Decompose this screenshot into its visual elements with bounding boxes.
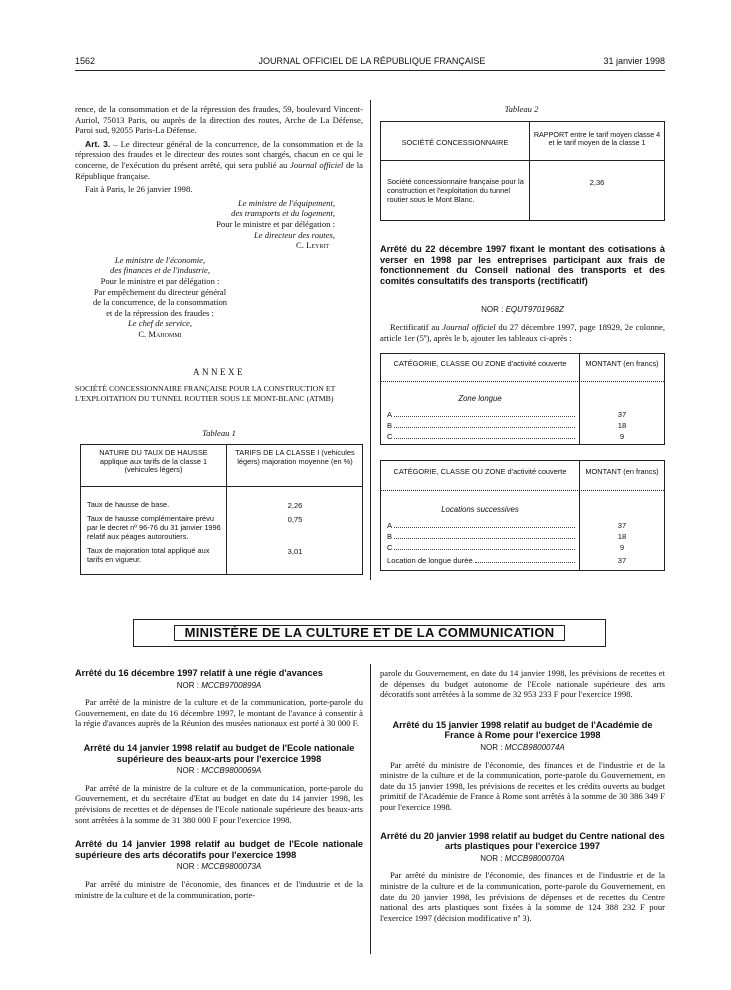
table-3-value: 18 [617, 421, 627, 430]
arrete-text: Par arrêté du ministre de l'économie, des finances et de l'industrie et de la ministre de la culture et de la communication, porte-parole du Gouvernement, en date du 15 janvier 1998, les prévisions de recettes et les crédits ouverts au budget primitif de l'Académie de France à Rome sont arrêtés à la somme de 30 386 349 F pour l'exercice 1998. [380, 759, 665, 812]
fait-a-paris: Fait à Paris, le 26 janvier 1998. [85, 184, 193, 195]
nor-line: NOR : MCCB9700899A [176, 680, 262, 690]
tableau-1-value: 3,01 [287, 547, 303, 556]
table-4-row: C [387, 543, 577, 554]
bottom-right-column [380, 668, 665, 926]
table-4-row: A [387, 521, 577, 532]
table-zone-longue [380, 353, 665, 445]
tableau-1-row: Taux de hausse complémentaire prévu par le decret nº 96-76 du 31 janvier 1996 relatif aux péages autoroutiers. [87, 514, 221, 541]
nor-line: NOR : EQUT9701968Z [481, 305, 564, 314]
table-4-value: 37 [617, 521, 627, 530]
table-4-value: 18 [617, 532, 627, 541]
tableau-1-col2-header: TARIFS DE LA CLASSE I (vehicules légers) majoration moyenne (en %) [235, 448, 355, 466]
tableau-1-value: 0,75 [287, 515, 303, 524]
ministry-banner-title: MINISTÈRE DE LA CULTURE ET DE LA COMMUNICATION [174, 625, 566, 642]
nor-line: NOR : MCCB9800073A [176, 862, 262, 872]
tableau-2-title: Tableau 2 [504, 104, 539, 114]
table-3-col2-header: MONTANT (en francs) [585, 359, 659, 368]
table-4-row: B [387, 532, 577, 543]
tableau-1-row: Taux de hausse de base. [87, 500, 170, 509]
tableau-2-row: Société concessionnaire française pour la construction et l'exploitation du tunnel routier sous le Mont Blanc. [387, 177, 524, 204]
rectificatif-text: Rectificatif au Journal officiel du 27 décembre 1997, page 18929, 2e colonne, article 1er (5º), après le b, ajouter les tableaux ci-après : [380, 322, 666, 343]
table-3-row: C [387, 432, 577, 443]
arrete-title: Arrêté du 20 janvier 1998 relatif au budget du Centre national des arts plastiques pour l'exercice 1997 [380, 830, 665, 852]
annexe-heading: ANNEXE [193, 367, 245, 377]
signature-block-2: Le ministre de l'économie, des finances et de l'industrie, Pour le ministre et par délégation : Par empêchement du directeur général de la concurrence, de la consommation et de la répression des fraudes : Le chef de service, C. Mahommi [92, 254, 228, 339]
arrete-title: Arrêté du 14 janvier 1998 relatif au budget de l'Ecole nationale supérieure des beaux-arts pour l'exercice 1998 [83, 742, 355, 764]
arrete-text-continued: parole du Gouvernement, en date du 14 janvier 1998, les prévisions de recettes et de dépenses du budget autonome de l'Ecole nationale supérieure des arts décoratifs sont arrêtées à la somme de 32 953 233 F pour l'exercice 1998. [380, 668, 665, 700]
tableau-2-col1-header: SOCIÉTÉ CONCESSIONNAIRE [401, 138, 509, 147]
arrete-text: Par arrêté de la ministre de la culture et de la communication, porte-parole du Gouvernement, en date du 16 décembre 1997, le montant de l'avance à consentir à la régie d'avances auprès de la Réunion des musées nationaux est porté à 30 000 F. [75, 697, 363, 729]
column-divider-bottom [370, 664, 371, 954]
left-top-column [75, 104, 363, 339]
table-4-value: 9 [619, 543, 625, 552]
table-locations-successives [380, 460, 665, 571]
tableau-1-col1-header: NATURE DU TAUX DE HAUSSE applique aux tarifs de la classe 1 (vehicules légers) [99, 448, 208, 475]
nor-line: NOR : MCCB9800070A [480, 853, 565, 863]
tableau-2 [380, 121, 665, 221]
table-4-value: 37 [617, 556, 627, 565]
table-4-col1-header: CATÉGORIE, CLASSE OU ZONE d'activité couverte [393, 467, 567, 476]
tableau-2-value: 2,36 [589, 178, 605, 187]
table-3-row: A [387, 410, 577, 421]
arrete-text: Par arrêté du ministre de l'économie, des finances et de l'industrie et de la ministre de la culture et de la communication, porte-parole du Gouvernement, en date du 20 janvier 1998, les prévisions de dépenses et de recettes du Centre national des arts plastiques sont fixées à la somme de 124 388 232 F pour l'exercice 1997 (décision modificative nº 3). [380, 870, 665, 923]
tableau-2-col2-header: RAPPORT entre le tarif moyen classe 4 et le tarif moyen de la classe 1 [533, 130, 661, 148]
arrete-title: Arrêté du 14 janvier 1998 relatif au budget de l'Ecole nationale supérieure des arts décoratifs pour l'exercice 1998 [75, 839, 363, 860]
issue-date: 31 janvier 1998 [603, 56, 665, 66]
arrete-text: Par arrêté du ministre de l'économie, des finances et de l'industrie et de la ministre de la culture et de la communication, porte- [75, 878, 363, 900]
intro-paragraph: rence, de la consommation et de la répression des fraudes, 59, boulevard Vincent-Auriol, 75013 Paris, ou auprès de la direction des routes, Arche de La Défense, Paroi sud, 92055 Paris-La Défense. [75, 104, 363, 136]
arrete-title: Arrêté du 16 décembre 1997 relatif à une régie d'avances [75, 668, 323, 678]
bottom-left-column [75, 668, 363, 903]
table-3-section: Zone longue [458, 394, 502, 403]
table-3-col1-header: CATÉGORIE, CLASSE OU ZONE d'activité couverte [393, 359, 567, 368]
header-rule [75, 70, 665, 71]
table-3-value: 9 [619, 432, 625, 441]
arrete-title: Arrêté du 15 janvier 1998 relatif au budget de l'Académie de France à Rome pour l'exercice 1998 [392, 719, 653, 741]
column-divider-top [370, 100, 371, 580]
arrete-title-cnt: Arrêté du 22 décembre 1997 fixant le montant des cotisations à verser en 1998 par les entreprises participant aux frais de fonctionnement du Conseil national des transports et des comités consultatifs des transports (rectificatif) [380, 244, 665, 286]
nor-line: NOR : MCCB9800074A [480, 742, 565, 752]
tableau-1 [80, 444, 363, 575]
journal-title: JOURNAL OFFICIEL DE LA RÉPUBLIQUE FRANÇAISE [258, 56, 486, 66]
table-3-value: 37 [617, 410, 627, 419]
table-4-row: Location de longue durée [387, 556, 577, 567]
page-number: 1562 [75, 56, 96, 66]
article-3: Art. 3. – Le directeur général de la concurrence, de la consommation et de la répression des fraudes et le directeur des routes sont chargés, chacun en ce qui le concerne, de l'exécution du présent arrêté, qui sera publié au Journal officiel de la République française. [75, 138, 363, 181]
table-4-col2-header: MONTANT (en francs) [585, 467, 659, 476]
ministry-banner [133, 619, 606, 647]
tableau-1-row: Taux de majoration total appliqué aux tarifs en vigueur. [87, 546, 210, 564]
annexe-company: SOCIÉTÉ CONCESSIONNAIRE FRANÇAISE POUR LA CONSTRUCTION ET L'EXPLOITATION DU TUNNEL ROUTIER SOUS LE MONT-BLANC (ATMB) [75, 384, 336, 403]
tableau-1-title: Tableau 1 [202, 428, 236, 438]
arrete-text: Par arrêté de la ministre de la culture et de la communication, porte-parole du Gouvernement, et du secrétaire d'Etat au budget en date du 14 janvier 1998, les prévisions de recettes et de dépenses de l'Ecole nationale supérieure des beaux-arts sont arrêtées à la somme de 31 380 000 F pour l'exercice 1998. [75, 782, 363, 825]
table-4-section: Locations successives [441, 505, 519, 514]
tableau-1-value: 2,26 [287, 501, 303, 510]
nor-line: NOR : MCCB9800069A [176, 766, 262, 776]
signature-block-1: Le ministre de l'équipement, des transports et du logement, Pour le ministre et par délégation : Le directeur des routes, C. Leyrit [216, 197, 335, 251]
table-3-row: B [387, 421, 577, 432]
